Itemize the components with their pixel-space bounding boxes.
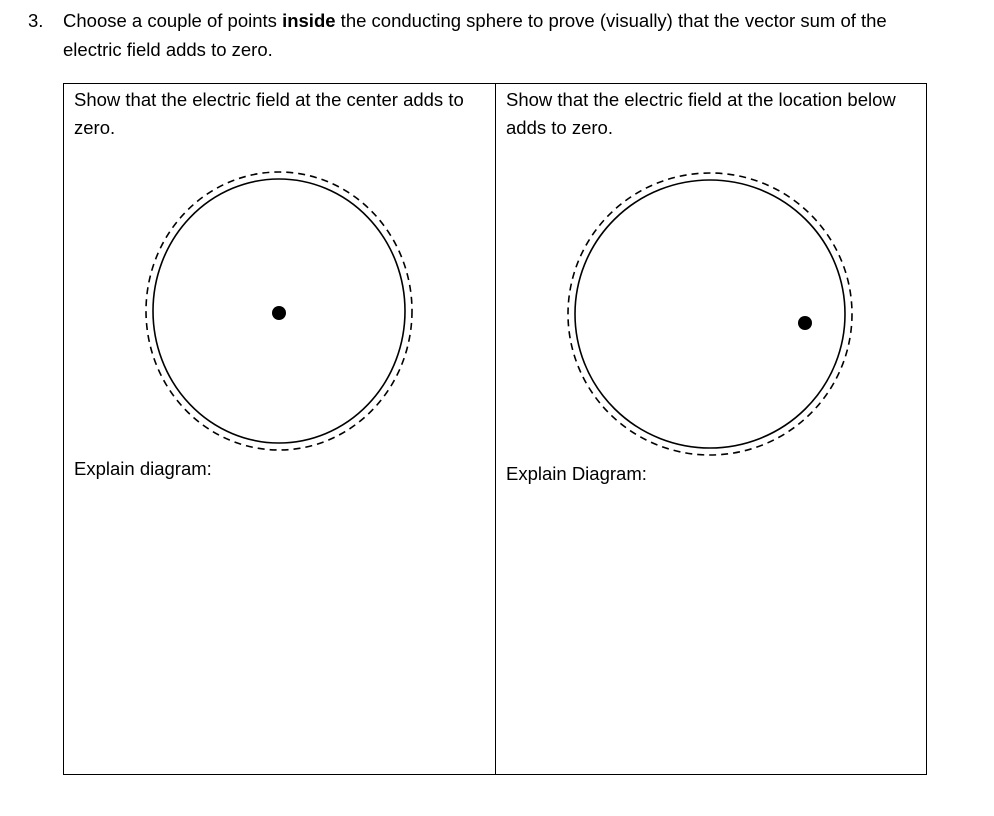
panel-offcenter-prompt: Show that the electric field at the location below adds to zero. xyxy=(506,89,896,138)
panel-center xyxy=(64,84,496,774)
question-text-end: the conducting sphere to prove (visually) that the vector sum of the electric field adds to zero. xyxy=(63,10,887,60)
question-text xyxy=(63,6,943,64)
field-point-dot xyxy=(798,316,812,330)
panel-offcenter-explain-label: Explain Diagram: xyxy=(506,463,647,484)
field-point-dot xyxy=(272,306,286,320)
panel-center-prompt: Show that the electric field at the center adds to zero. xyxy=(74,89,464,138)
question-text-start: Choose a couple of points xyxy=(63,10,283,31)
sphere-surface-outline xyxy=(575,180,845,448)
question-text-emphasis: inside xyxy=(282,10,336,31)
sphere-diagram-center xyxy=(134,159,424,459)
panel-center-explain-label: Explain diagram: xyxy=(74,458,212,479)
answer-table xyxy=(63,83,927,775)
sphere-charge-dashed-outline xyxy=(568,173,852,455)
panel-offcenter xyxy=(496,84,926,774)
sphere-diagram-offcenter xyxy=(560,164,860,464)
question-number: 3. xyxy=(28,10,44,31)
